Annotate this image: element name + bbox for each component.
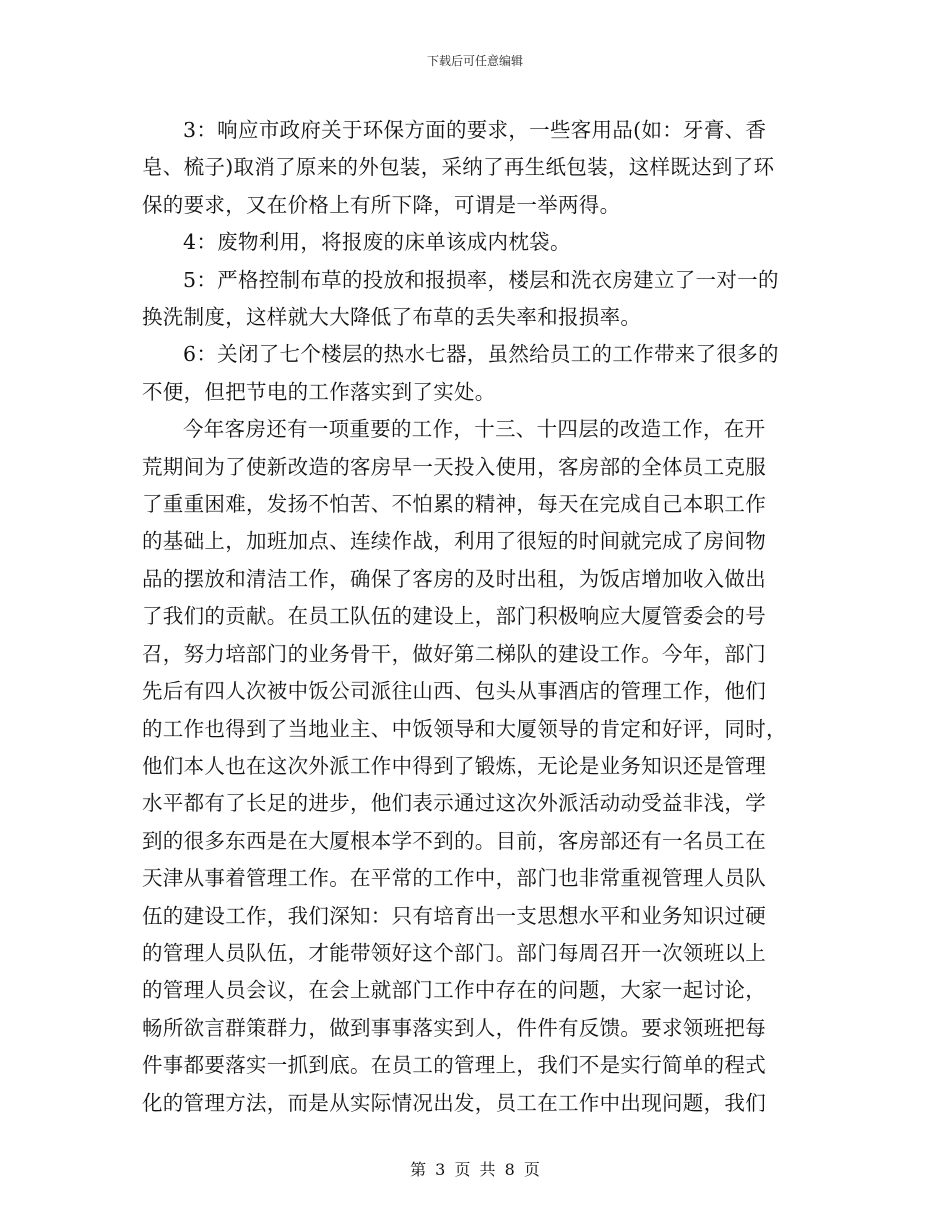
text-line: 化的管理方法，而是从实际情况出发，员工在工作中出现问题，我们 [142,1090,766,1115]
text-line: 水平都有了长足的进步，他们表示通过这次外派活动动受益非浅，学 [142,791,766,816]
text-line: 6：关闭了七个楼层的热水七器，虽然给员工的工作带来了很多的 [183,342,779,367]
text-line: 了我们的贡献。在员工队伍的建设上，部门积极响应大厦管委会的号 [142,604,766,629]
text-line: 荒期间为了使新改造的客房早一天投入使用，客房部的全体员工克服 [142,454,766,479]
text-line: 天津从事着管理工作。在平常的工作中，部门也非常重视管理人员队 [142,866,766,891]
page-header: 下载后可任意编辑 [426,54,523,68]
text-line: 4：废物利用，将报废的床单该成内枕袋。 [183,230,571,255]
paragraph [142,411,810,1122]
text-line: 不便，但把节电的工作落实到了实处。 [142,379,496,404]
text-line: 的管理人员会议，在会上就部门工作中存在的问题，大家一起讨论， [142,978,766,1003]
text-line: 5：严格控制布草的投放和报损率，楼层和洗衣房建立了一对一的 [183,267,779,292]
page-footer: 第 3 页 共 8 页 [410,1160,540,1179]
text-line: 的工作也得到了当地业主、中饭领导和大厦领导的肯定和好评，同时， [142,716,787,741]
text-line: 到的很多东西是在大厦根本学不到的。目前，客房部还有一名员工在 [142,828,766,853]
text-line: 3：响应市政府关于环保方面的要求，一些客用品(如：牙膏、香 [183,118,767,142]
text-line: 的基础上，加班加点、连续作战，利用了很短的时间就完成了房间物 [142,529,766,554]
paragraph [142,336,810,411]
text-line: 件事都要落实一抓到底。在员工的管理上，我们不是实行简单的程式 [142,1053,766,1078]
text-line: 畅所欲言群策群力，做到事事落实到人，件件有反馈。要求领班把每 [142,1015,766,1040]
text-line: 了重重困难，发扬不怕苦、不怕累的精神，每天在完成自己本职工作 [142,492,766,517]
paragraph [142,224,810,261]
text-line: 换洗制度，这样就大大降低了布草的丢失率和报损率。 [142,305,642,330]
text-line: 伍的建设工作，我们深知：只有培育出一支思想水平和业务知识过硬 [142,903,766,928]
text-line: 的管理人员队伍，才能带领好这个部门。部门每周召开一次领班以上 [142,940,766,965]
text-line: 皂、梳子)取消了原来的外包装，采纳了再生纸包装，这样既达到了环 [142,155,775,180]
document-body [142,112,810,1122]
text-line: 品的摆放和清洁工作，确保了客房的及时出租，为饭店增加收入做出 [142,566,766,591]
text-line: 今年客房还有一项重要的工作，十三、十四层的改造工作，在开 [183,417,766,442]
text-line: 先后有四人次被中饭公司派往山西、包头从事酒店的管理工作，他们 [142,679,766,704]
paragraph [142,262,810,337]
text-line: 保的要求，又在价格上有所下降，可谓是一举两得。 [142,192,621,217]
text-line: 召，努力培部门的业务骨干，做好第二梯队的建设工作。今年，部门 [142,641,766,666]
paragraph [142,112,810,224]
text-line: 他们本人也在这次外派工作中得到了锻炼，无论是业务知识还是管理 [142,753,766,778]
